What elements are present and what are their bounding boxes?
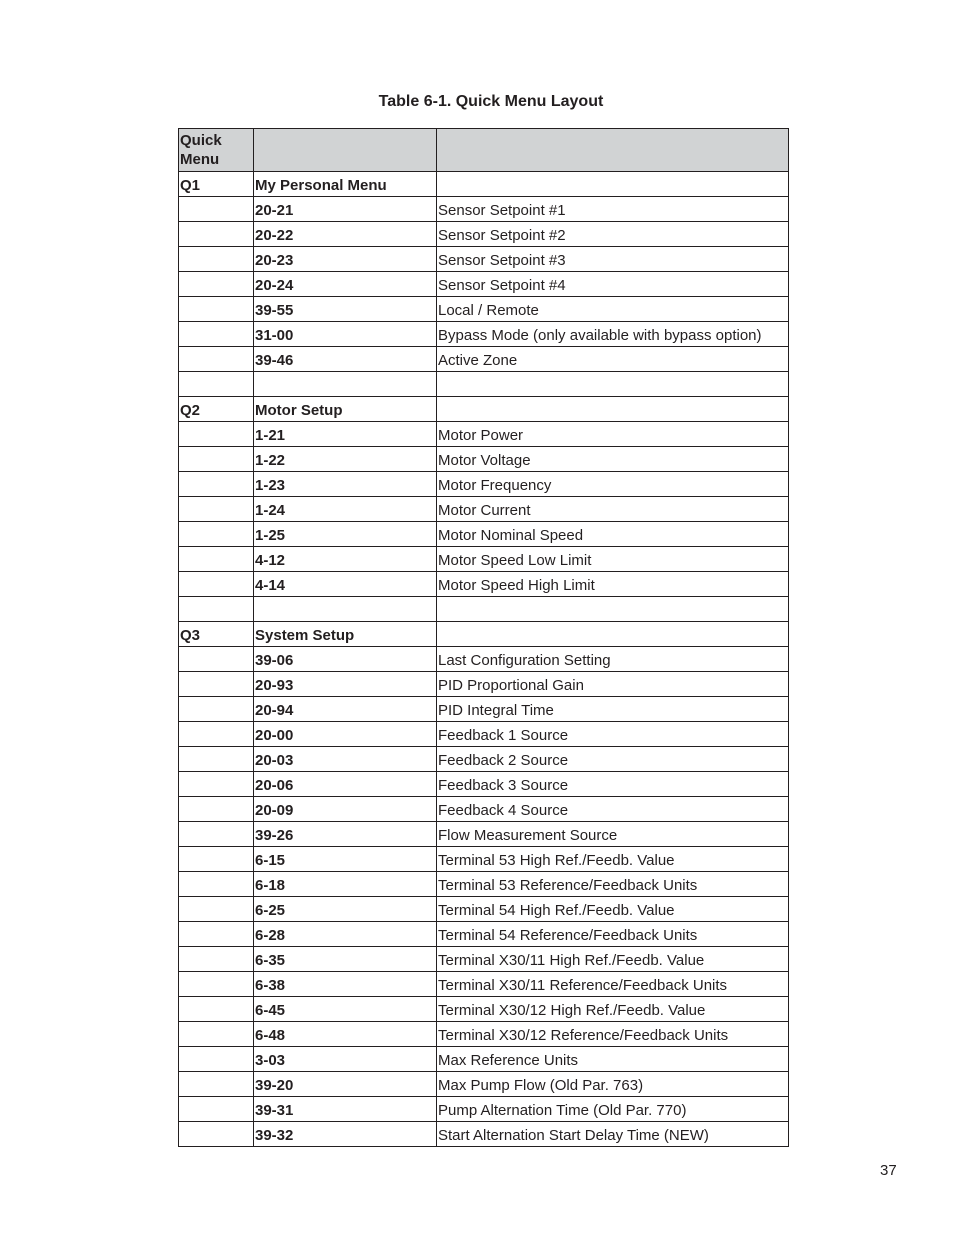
menu-cell <box>179 747 254 772</box>
table-row <box>179 597 789 622</box>
table-row <box>179 422 789 447</box>
table-row <box>179 472 789 497</box>
description-cell: Terminal 54 High Ref./Feedb. Value <box>437 897 789 922</box>
parameter-cell: 39-32 <box>254 1122 437 1147</box>
description-cell <box>437 622 789 647</box>
parameter-cell: 1-21 <box>254 422 437 447</box>
parameter-cell: 39-20 <box>254 1072 437 1097</box>
menu-cell <box>179 447 254 472</box>
parameter-cell: 20-06 <box>254 772 437 797</box>
parameter-cell: 6-25 <box>254 897 437 922</box>
description-cell: Sensor Setpoint #2 <box>437 222 789 247</box>
parameter-cell: 6-48 <box>254 1022 437 1047</box>
description-cell <box>437 372 789 397</box>
header-blank <box>437 129 789 172</box>
menu-cell <box>179 697 254 722</box>
quick-menu-table <box>178 128 789 1147</box>
table-row <box>179 322 789 347</box>
table-row <box>179 547 789 572</box>
parameter-cell: My Personal Menu <box>254 172 437 197</box>
description-cell <box>437 597 789 622</box>
description-cell: Feedback 2 Source <box>437 747 789 772</box>
table-row <box>179 672 789 697</box>
description-cell: PID Proportional Gain <box>437 672 789 697</box>
menu-cell <box>179 1047 254 1072</box>
parameter-cell: 20-23 <box>254 247 437 272</box>
parameter-cell: 6-38 <box>254 972 437 997</box>
menu-cell <box>179 922 254 947</box>
menu-cell: Q2 <box>179 397 254 422</box>
table-row <box>179 497 789 522</box>
header-blank <box>254 129 437 172</box>
table-row <box>179 1072 789 1097</box>
menu-cell <box>179 247 254 272</box>
table-row <box>179 697 789 722</box>
menu-cell <box>179 322 254 347</box>
table-row <box>179 197 789 222</box>
description-cell: Sensor Setpoint #4 <box>437 272 789 297</box>
table-row <box>179 947 789 972</box>
parameter-cell: 20-24 <box>254 272 437 297</box>
menu-cell <box>179 372 254 397</box>
description-cell: Feedback 3 Source <box>437 772 789 797</box>
menu-cell: Q3 <box>179 622 254 647</box>
description-cell: Motor Speed High Limit <box>437 572 789 597</box>
parameter-cell: 6-18 <box>254 872 437 897</box>
description-cell: Start Alternation Start Delay Time (NEW) <box>437 1122 789 1147</box>
table-title: Table 6-1. Quick Menu Layout <box>378 93 604 110</box>
parameter-cell: 39-31 <box>254 1097 437 1122</box>
table-row <box>179 247 789 272</box>
table-row <box>179 997 789 1022</box>
parameter-cell: 39-06 <box>254 647 437 672</box>
table-row <box>179 872 789 897</box>
table-row <box>179 222 789 247</box>
menu-cell <box>179 872 254 897</box>
description-cell: Terminal X30/11 Reference/Feedback Units <box>437 972 789 997</box>
table-row <box>179 297 789 322</box>
menu-cell <box>179 897 254 922</box>
table-header-row <box>179 129 789 172</box>
table-row <box>179 172 789 197</box>
menu-cell <box>179 472 254 497</box>
menu-cell <box>179 997 254 1022</box>
parameter-cell: Motor Setup <box>254 397 437 422</box>
parameter-cell: 1-25 <box>254 522 437 547</box>
description-cell: Last Configuration Setting <box>437 647 789 672</box>
description-cell: Terminal X30/11 High Ref./Feedb. Value <box>437 947 789 972</box>
table-row <box>179 447 789 472</box>
parameter-cell <box>254 372 437 397</box>
parameter-cell: System Setup <box>254 622 437 647</box>
parameter-cell: 39-46 <box>254 347 437 372</box>
menu-cell <box>179 1022 254 1047</box>
menu-cell <box>179 222 254 247</box>
menu-cell <box>179 547 254 572</box>
table-row <box>179 922 789 947</box>
table-row <box>179 797 789 822</box>
description-cell: Local / Remote <box>437 297 789 322</box>
menu-cell <box>179 572 254 597</box>
description-cell: Motor Frequency <box>437 472 789 497</box>
description-cell: Active Zone <box>437 347 789 372</box>
description-cell: Motor Voltage <box>437 447 789 472</box>
table-row <box>179 622 789 647</box>
description-cell: Max Reference Units <box>437 1047 789 1072</box>
table-row <box>179 897 789 922</box>
menu-cell <box>179 972 254 997</box>
parameter-cell: 3-03 <box>254 1047 437 1072</box>
table-row <box>179 822 789 847</box>
parameter-cell: 20-93 <box>254 672 437 697</box>
parameter-cell: 39-55 <box>254 297 437 322</box>
description-cell: Flow Measurement Source <box>437 822 789 847</box>
description-cell: Motor Current <box>437 497 789 522</box>
description-cell: Terminal X30/12 High Ref./Feedb. Value <box>437 997 789 1022</box>
table-row <box>179 572 789 597</box>
menu-cell <box>179 847 254 872</box>
menu-cell <box>179 672 254 697</box>
menu-cell: Q1 <box>179 172 254 197</box>
description-cell: Feedback 4 Source <box>437 797 789 822</box>
parameter-cell: 20-03 <box>254 747 437 772</box>
menu-cell <box>179 1097 254 1122</box>
menu-cell <box>179 197 254 222</box>
parameter-cell: 20-94 <box>254 697 437 722</box>
table-row <box>179 1047 789 1072</box>
description-cell: Motor Speed Low Limit <box>437 547 789 572</box>
table-row <box>179 747 789 772</box>
menu-cell <box>179 947 254 972</box>
table-row <box>179 372 789 397</box>
parameter-cell: 20-09 <box>254 797 437 822</box>
description-cell: Motor Power <box>437 422 789 447</box>
description-cell <box>437 397 789 422</box>
description-cell: PID Integral Time <box>437 697 789 722</box>
table-row <box>179 972 789 997</box>
parameter-cell: 39-26 <box>254 822 437 847</box>
description-cell: Max Pump Flow (Old Par. 763) <box>437 1072 789 1097</box>
description-cell: Pump Alternation Time (Old Par. 770) <box>437 1097 789 1122</box>
table-row <box>179 1097 789 1122</box>
parameter-cell: 20-22 <box>254 222 437 247</box>
description-cell: Sensor Setpoint #3 <box>437 247 789 272</box>
table-row <box>179 397 789 422</box>
menu-cell <box>179 1072 254 1097</box>
menu-cell <box>179 822 254 847</box>
parameter-cell: 4-14 <box>254 572 437 597</box>
menu-cell <box>179 772 254 797</box>
table-row <box>179 647 789 672</box>
parameter-cell: 6-35 <box>254 947 437 972</box>
parameter-cell: 31-00 <box>254 322 437 347</box>
description-cell: Bypass Mode (only available with bypass option) <box>437 322 789 347</box>
description-cell: Terminal 53 Reference/Feedback Units <box>437 872 789 897</box>
header-quick-menu: Quick Menu <box>179 129 254 172</box>
menu-cell <box>179 422 254 447</box>
quick-menu-table-body <box>179 129 789 1147</box>
menu-cell <box>179 522 254 547</box>
menu-cell <box>179 1122 254 1147</box>
parameter-cell: 6-15 <box>254 847 437 872</box>
description-cell <box>437 172 789 197</box>
description-cell: Sensor Setpoint #1 <box>437 197 789 222</box>
menu-cell <box>179 497 254 522</box>
menu-cell <box>179 347 254 372</box>
parameter-cell: 6-28 <box>254 922 437 947</box>
parameter-cell: 4-12 <box>254 547 437 572</box>
menu-cell <box>179 272 254 297</box>
menu-cell <box>179 722 254 747</box>
description-cell: Terminal 54 Reference/Feedback Units <box>437 922 789 947</box>
parameter-cell: 1-22 <box>254 447 437 472</box>
parameter-cell: 6-45 <box>254 997 437 1022</box>
description-cell: Terminal X30/12 Reference/Feedback Units <box>437 1022 789 1047</box>
parameter-cell: 20-21 <box>254 197 437 222</box>
table-row <box>179 722 789 747</box>
menu-cell <box>179 297 254 322</box>
table-row <box>179 1022 789 1047</box>
description-cell: Motor Nominal Speed <box>437 522 789 547</box>
parameter-cell: 1-24 <box>254 497 437 522</box>
parameter-cell: 1-23 <box>254 472 437 497</box>
description-cell: Terminal 53 High Ref./Feedb. Value <box>437 847 789 872</box>
table-row <box>179 272 789 297</box>
table-row <box>179 1122 789 1147</box>
menu-cell <box>179 597 254 622</box>
table-row <box>179 347 789 372</box>
parameter-cell <box>254 597 437 622</box>
description-cell: Feedback 1 Source <box>437 722 789 747</box>
menu-cell <box>179 797 254 822</box>
parameter-cell: 20-00 <box>254 722 437 747</box>
table-row <box>179 772 789 797</box>
menu-cell <box>179 647 254 672</box>
page-number: 37 <box>880 1162 897 1179</box>
table-row <box>179 847 789 872</box>
table-row <box>179 522 789 547</box>
